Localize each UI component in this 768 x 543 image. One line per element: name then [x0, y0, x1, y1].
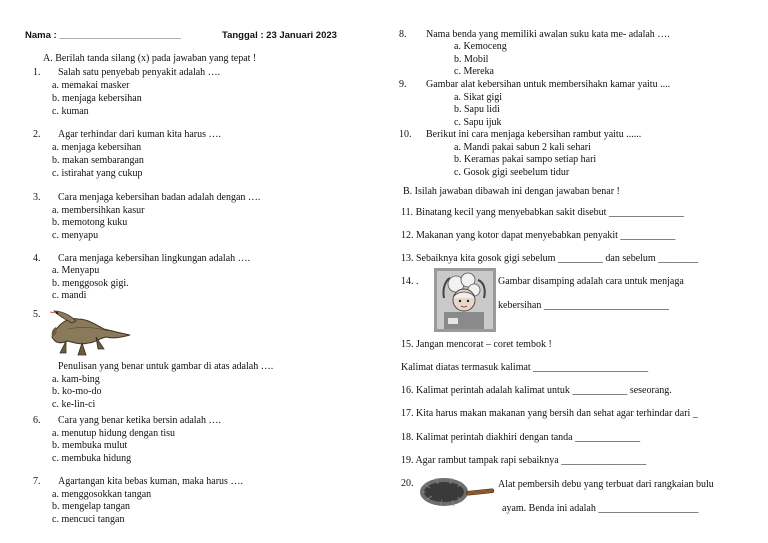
name-label: Nama : _______________________: [25, 30, 181, 41]
question-text: Cara yang benar ketika bersin adalah ….: [58, 415, 221, 426]
option: a. kam-bing: [52, 374, 100, 385]
question-19: 19. Agar rambut tampak rapi sebaiknya _________________: [401, 455, 647, 466]
question-text: Agar terhindar dari kuman kita harus ….: [58, 129, 222, 140]
question-text: Berikut ini cara menjaga kebersihan rambut yaitu ......: [426, 129, 642, 140]
option: c. mencuci tangan: [52, 514, 125, 525]
option: b. Keramas pakai sampo setiap hari: [454, 154, 597, 165]
option: b. menjaga kebersihan: [52, 93, 142, 104]
option: b. Mobil: [454, 54, 489, 65]
question-13: 13. Sebaiknya kita gosok gigi sebelum _________ dan sebelum ________: [401, 253, 699, 264]
section-a-title: A. Berilah tanda silang (x) pada jawaban yang tepat !: [43, 53, 257, 64]
option: c. ke-lin-ci: [52, 399, 96, 410]
question-14-number: 14. .: [401, 276, 419, 287]
option: a. menjaga kebersihan: [52, 142, 142, 153]
komodo-icon: [48, 297, 134, 361]
option: a. Mandi pakai sabun 2 kali sehari: [454, 142, 591, 153]
option: c. Gosok gigi seebelum tidur: [454, 167, 570, 178]
section-b-title: B. Isilah jawaban dibawah ini dengan jawaban benar !: [403, 186, 620, 197]
option: a. membersihkan kasur: [52, 205, 145, 216]
question-15: 15. Jangan mencorat – coret tembok !: [401, 339, 552, 350]
question-number: 6.: [33, 415, 41, 426]
question-text: Nama benda yang memiliki awalan suku kata me- adalah ….: [426, 29, 670, 40]
question-number: 4.: [33, 253, 41, 264]
question-number: 7.: [33, 476, 41, 487]
option: b. ko-mo-do: [52, 386, 102, 397]
question-number: 5.: [33, 309, 41, 320]
question-15-blank: Kalimat diatas termasuk kalimat _______________________: [401, 362, 649, 373]
option: a. Kemoceng: [454, 41, 507, 52]
option: c. Sapu ijuk: [454, 117, 502, 128]
question-12: 12. Makanan yang kotor dapat menyebabkan penyakit ___________: [401, 230, 676, 241]
option: a. menutup hidung dengan tisu: [52, 428, 176, 439]
question-20-blank: ayam. Benda ini adalah ____________________: [502, 503, 699, 514]
question-text: Agartangan kita bebas kuman, maka harus ….: [58, 476, 243, 487]
option: c. mandi: [52, 290, 87, 301]
option: b. menggosok gigi.: [52, 278, 129, 289]
question-number: 1.: [33, 67, 41, 78]
question-number: 9.: [399, 79, 407, 90]
question-text: Cara menjaga kebersihan badan adalah dengan ….: [58, 192, 261, 203]
option: a. Menyapu: [52, 265, 100, 276]
feather-duster-icon: [416, 472, 496, 512]
hair-washing-icon: [434, 268, 496, 332]
question-20-text: Alat pembersih debu yang terbuat dari rangkaian bulu: [498, 479, 714, 490]
option: b. makan sembarangan: [52, 155, 144, 166]
option: b. mengelap tangan: [52, 501, 131, 512]
question-14-blank: kebersihan _________________________: [498, 300, 669, 311]
option: c. istirahat yang cukup: [52, 168, 143, 179]
question-text: Cara menjaga kebersihan lingkungan adalah ….: [58, 253, 251, 264]
question-14-text: Gambar disamping adalah cara untuk menjaga: [498, 276, 684, 287]
question-number: 3.: [33, 192, 41, 203]
question-text: Penulisan yang benar untuk gambar di atas adalah ….: [58, 361, 274, 372]
option: a. menggosokkan tangan: [52, 489, 152, 500]
question-11: 11. Binatang kecil yang menyebabkan sakit disebut _______________: [401, 207, 684, 218]
question-17: 17. Kita harus makan makanan yang bersih dan sehat agar terhindar dari _: [401, 408, 698, 419]
question-text: Salah satu penyebab penyakit adalah ….: [58, 67, 221, 78]
option: b. membuka mulut: [52, 440, 128, 451]
question-16: 16. Kalimat perintah adalah kalimat untuk ___________ seseorang.: [401, 385, 672, 396]
option: c. kuman: [52, 106, 89, 117]
option: b. memotong kuku: [52, 217, 128, 228]
question-20-number: 20.: [401, 478, 414, 489]
date-label: Tanggal : 23 Januari 2023: [222, 30, 337, 41]
question-number: 2.: [33, 129, 41, 140]
option: a. memakai masker: [52, 80, 130, 91]
option: c. Mereka: [454, 66, 494, 77]
question-number: 10.: [399, 129, 412, 140]
question-number: 8.: [399, 29, 407, 40]
question-text: Gambar alat kebersihan untuk membersihakn kamar yaitu ....: [426, 79, 671, 90]
option: c. menyapu: [52, 230, 99, 241]
question-18: 18. Kalimat perintah diakhiri dengan tanda _____________: [401, 432, 641, 443]
option: a. Sikat gigi: [454, 92, 503, 103]
option: c. membuka hidung: [52, 453, 132, 464]
option: b. Sapu lidi: [454, 104, 500, 115]
